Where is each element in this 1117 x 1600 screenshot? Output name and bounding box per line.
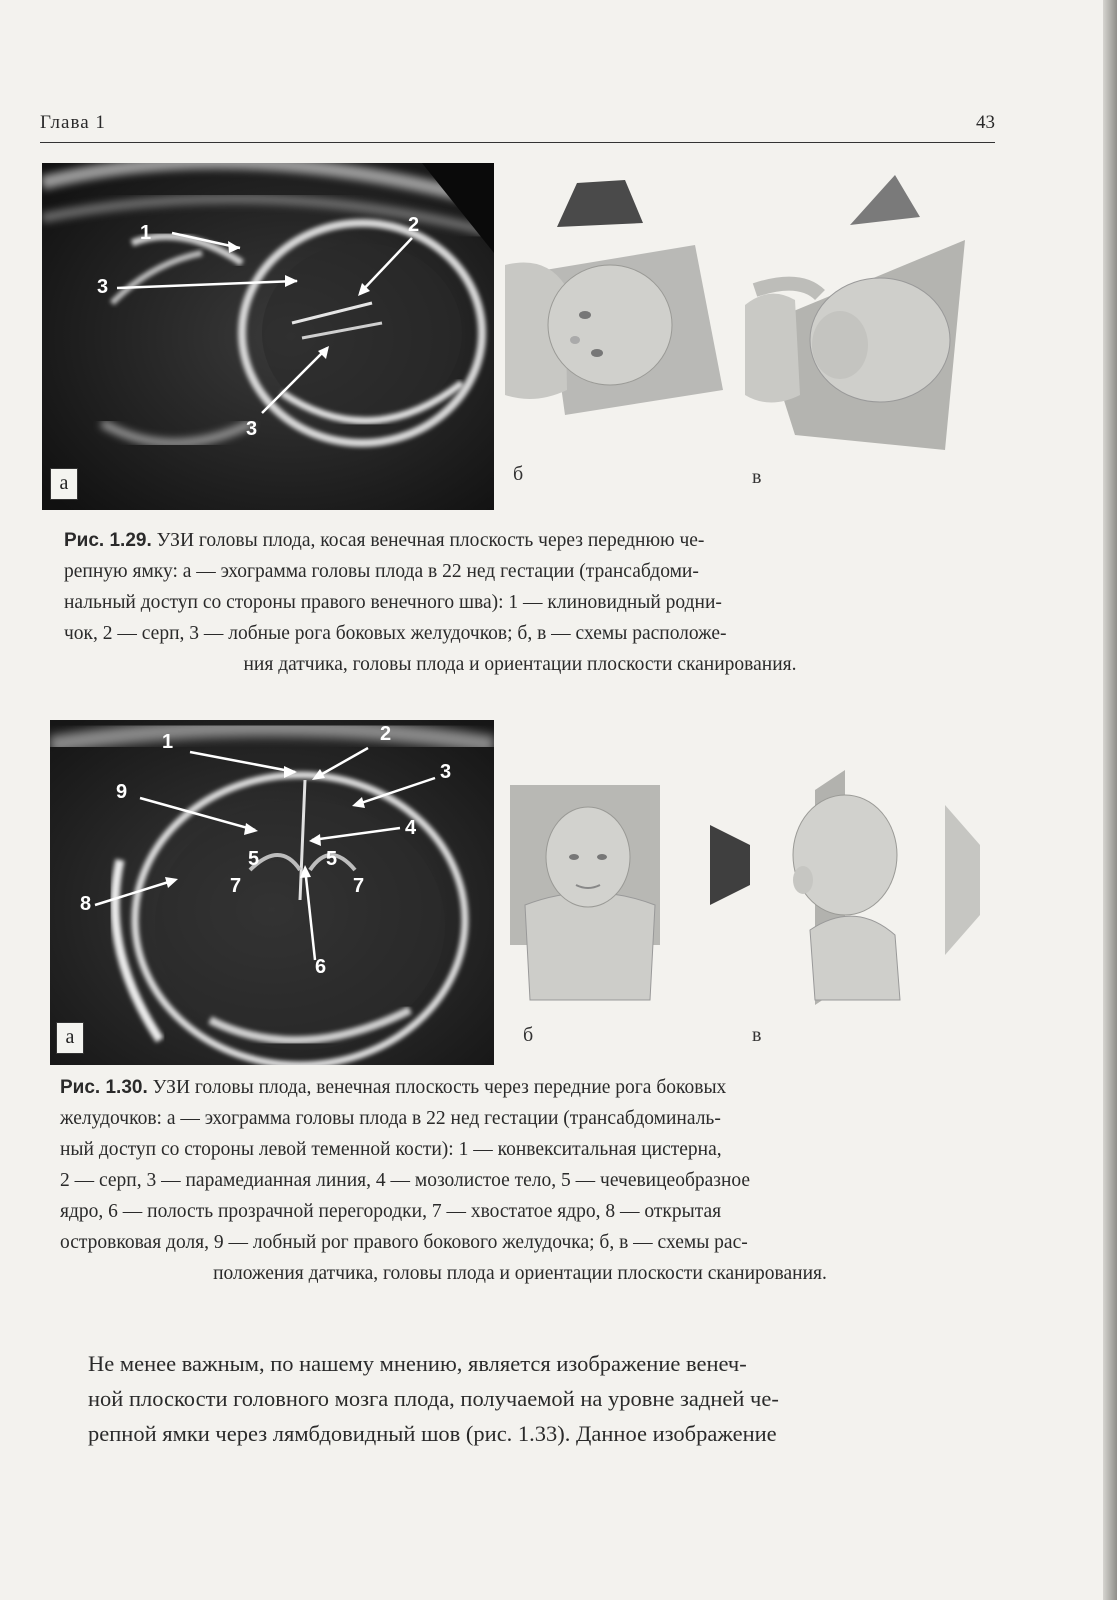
body-line: репной ямки через лямбдовидный шов (рис. 1.33). Данное изображение (88, 1421, 777, 1446)
caption-line: нальный доступ со стороны правого венечного шва): 1 — клиновидный родни- (64, 592, 722, 613)
marker-4: 4 (405, 817, 417, 839)
panel-label-v: в (752, 1024, 762, 1046)
caption-line: ния датчика, головы плода и ориентации плоскости сканирования. (243, 654, 797, 675)
caption-line: УЗИ головы плода, венечная плоскость через передние рога боковых (147, 1077, 727, 1098)
caption-line: репную ямку: а — эхограмма головы плода в 22 нед гестации (трансабдоми- (64, 561, 699, 582)
marker-3: 3 (440, 761, 452, 783)
marker-1: 1 (140, 222, 152, 244)
panel-label-v: в (752, 466, 762, 488)
marker-7a: 7 (230, 875, 242, 897)
panel-label-b: б (513, 463, 524, 485)
marker-3a: 3 (97, 276, 109, 298)
marker-3b: 3 (246, 418, 258, 440)
page-edge (1103, 0, 1117, 1600)
caption-line: положения датчика, головы плода и ориентации плоскости сканирования. (213, 1263, 827, 1284)
marker-5a: 5 (248, 848, 260, 870)
chapter-title: Глава 1 (40, 112, 106, 133)
caption-line: ядро, 6 — полость прозрачной перегородки, 7 — хвостатое ядро, 8 — открытая (60, 1201, 722, 1222)
page-number: 43 (976, 112, 995, 133)
running-header (40, 112, 995, 143)
scan-plane-side (945, 805, 980, 955)
caption-line: УЗИ головы плода, косая венечная плоскость через переднюю че- (151, 530, 705, 551)
probe-shape (710, 825, 750, 905)
panel-label-a: а (50, 468, 78, 500)
caption-line: островковая доля, 9 — лобный рог правого бокового желудочка; б, в — схемы рас- (60, 1232, 748, 1253)
caption-fig-1-29 (64, 525, 976, 680)
marker-8: 8 (80, 893, 92, 915)
probe-shape (557, 180, 643, 227)
ultrasound-drawing (50, 720, 494, 1065)
ultrasound-image-fig-1-30 (50, 720, 494, 1065)
caption-line: чок, 2 — серп, 3 — лобные рога боковых желудочков; б, в — схемы расположе- (64, 623, 727, 644)
panel-label-a: а (56, 1022, 84, 1054)
marker-7b: 7 (353, 875, 365, 897)
figure-number: Рис. 1.29. (64, 530, 152, 551)
marker-9: 9 (116, 781, 128, 803)
marker-6: 6 (315, 956, 327, 978)
body-paragraph (88, 1346, 992, 1451)
probe-shape (850, 175, 920, 225)
scheme-v-fig-1-30 (705, 770, 990, 1005)
scheme-v-fig-1-29 (740, 175, 980, 450)
scheme-b-fig-1-29 (505, 175, 730, 420)
panel-label-b: б (523, 1024, 534, 1046)
ultrasound-drawing (42, 163, 494, 510)
caption-line: 2 — серп, 3 — парамедианная линия, 4 — мозолистое тело, 5 — чечевицеобразное (60, 1170, 751, 1191)
figure-number: Рис. 1.30. (60, 1077, 148, 1098)
caption-line: ный доступ со стороны левой теменной кости): 1 — конвекситальная цистерна, (60, 1139, 722, 1160)
marker-2: 2 (408, 214, 420, 236)
ultrasound-image-fig-1-29 (42, 163, 494, 510)
body-line: Не менее важным, по нашему мнению, является изображение венеч- (88, 1351, 747, 1376)
marker-2: 2 (380, 723, 392, 745)
caption-line: желудочков: а — эхограмма головы плода в 22 нед гестации (трансабдоминаль- (60, 1108, 721, 1129)
marker-1: 1 (162, 731, 174, 753)
scheme-b-fig-1-30 (510, 785, 675, 1005)
marker-5b: 5 (326, 848, 338, 870)
body-line: ной плоскости головного мозга плода, получаемой на уровне задней че- (88, 1386, 779, 1411)
caption-fig-1-30 (60, 1072, 980, 1289)
